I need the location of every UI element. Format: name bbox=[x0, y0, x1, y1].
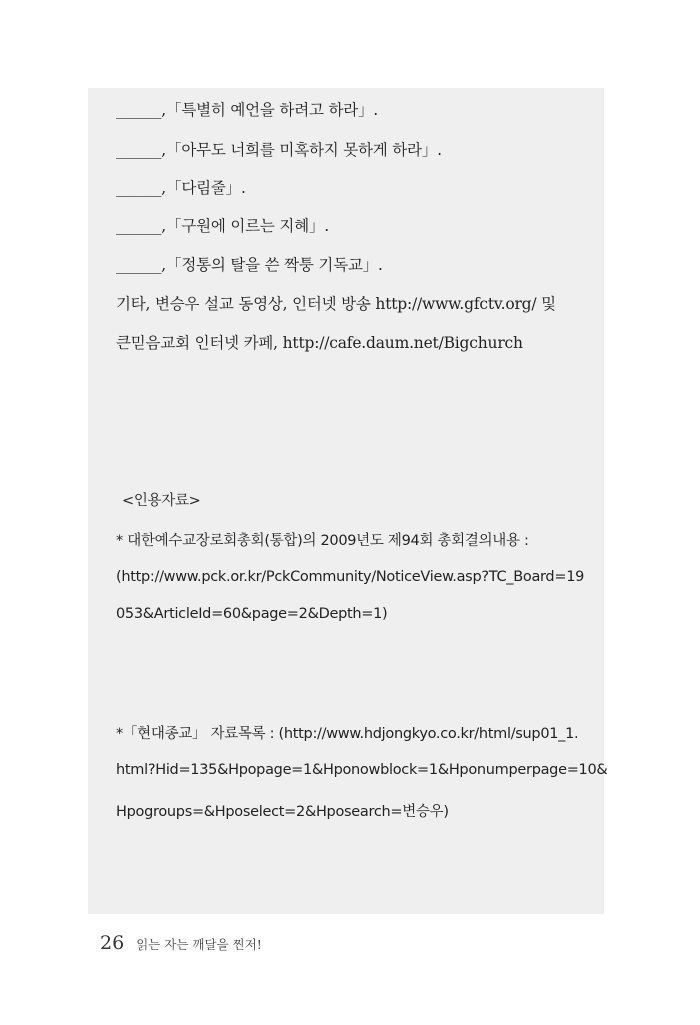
citation-heading: <인용자료> bbox=[122, 493, 201, 509]
running-title: 읽는 자는 깨달을 찐저! bbox=[136, 937, 262, 952]
other-sources-line: 기타, 변승우 설교 동영상, 인터넷 방송 http://www.gfctv.org/ 및 bbox=[116, 295, 556, 313]
citation-item-2-line: Hpogroups=&Hposelect=2&Hposearch=변승우) bbox=[116, 804, 449, 820]
citation-item-2-line: *「현대종교」 자료목록 : (http://www.hdjongkyo.co.kr/html/sup01_1. bbox=[116, 726, 579, 742]
page-number: 26 bbox=[100, 932, 125, 954]
reference-line: ______,「정통의 탈을 쓴 짝퉁 기독교」. bbox=[116, 256, 383, 274]
other-sources-line: 큰믿음교회 인터넷 카페, http://cafe.daum.net/Bigchurch bbox=[116, 334, 523, 352]
citation-item-1-line: * 대한예수교장로회총회(통합)의 2009년도 제94회 총회결의내용 : bbox=[116, 533, 529, 549]
reference-line: ______,「다림줄」. bbox=[116, 179, 246, 197]
reference-line: ______,「아무도 너희를 미혹하지 못하게 하라」. bbox=[116, 141, 442, 159]
reference-line: ______,「구원에 이르는 지혜」. bbox=[116, 217, 329, 235]
citation-item-2-line: html?Hid=135&Hpopage=1&Hponowblock=1&Hponumperpage=10& bbox=[116, 762, 608, 778]
reference-line: ______,「특별히 예언을 하려고 하라」. bbox=[116, 101, 379, 119]
citation-item-1-line: (http://www.pck.or.kr/PckCommunity/NoticeView.asp?TC_Board=19 bbox=[116, 569, 585, 585]
page-footer bbox=[100, 932, 262, 954]
citation-item-1-line: 053&ArticleId=60&page=2&Depth=1) bbox=[116, 606, 388, 622]
